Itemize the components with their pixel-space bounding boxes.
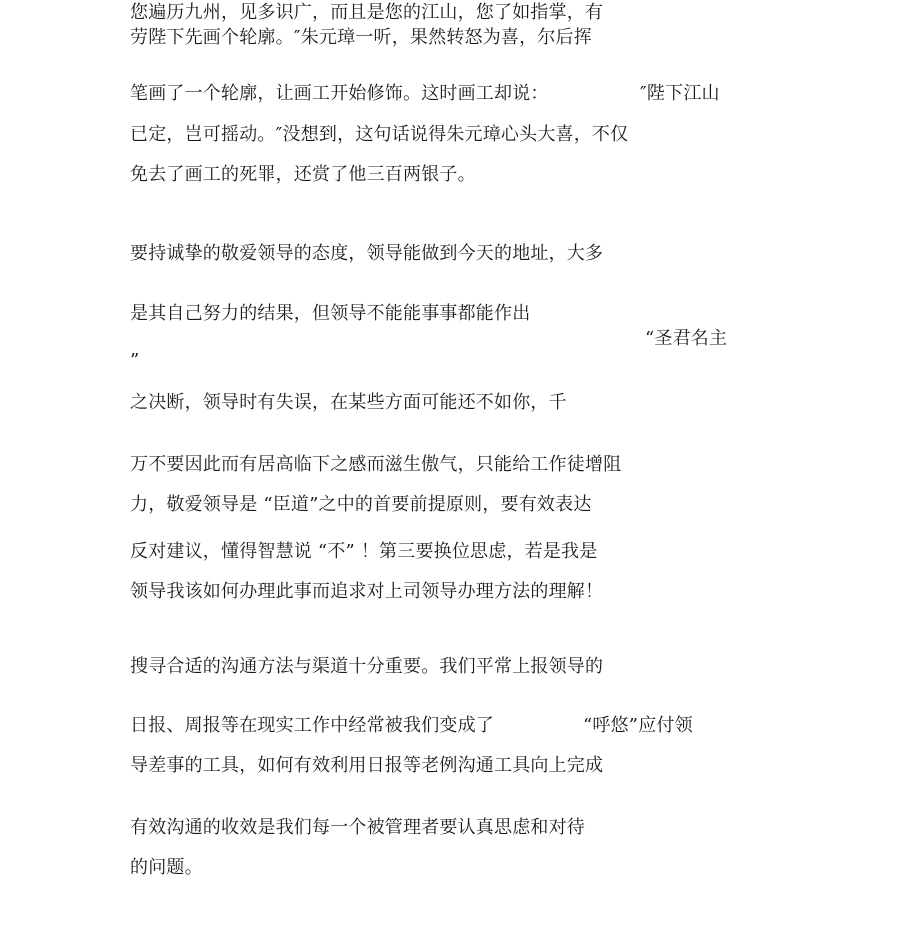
text-line: 有效沟通的收效是我们每一个被管理者要认真思虑和对待 xyxy=(130,817,585,838)
text-line: 搜寻合适的沟通方法与渠道十分重要。我们平常上报领导的 xyxy=(130,656,604,677)
text-line: 要持诚挚的敬爱领导的态度，领导能做到今天的地址，大多 xyxy=(130,243,604,264)
text-line: 是其自己努力的结果，但领导不能能事事都能作出 xyxy=(130,303,531,324)
text-line: 笔画了一个轮廓，让画工开始修饰。这时画工却说： xyxy=(130,83,549,104)
text-line: 万不要因此而有居高临下之感而滋生傲气，只能给工作徒增阻 xyxy=(130,454,622,475)
text-line: 劳陛下先画个轮廓。″朱元璋一听，果然转怒为喜，尔后挥 xyxy=(130,27,592,48)
text-line: ″陛下江山 xyxy=(640,83,720,104)
text-line: 反对建议，懂得智慧说 “不” ！第三要换位思虑，若是我是 xyxy=(130,541,598,562)
text-line: 日报、周报等在现实工作中经常被我们变成了 xyxy=(130,715,494,736)
text-line: 的问题。 xyxy=(130,857,203,878)
text-line: 之决断，领导时有失误，在某些方面可能还不如你，千 xyxy=(130,392,567,413)
text-line: 力，敬爱领导是 “臣道”之中的首要前提原则，要有效表达 xyxy=(130,494,592,515)
text-line: ” xyxy=(130,350,140,371)
text-line: 领导我该如何办理此事而追求对上司领导办理方法的理解！ xyxy=(130,581,604,602)
text-line: “圣君名主 xyxy=(645,328,728,349)
text-line: “呼悠”应付领 xyxy=(583,715,693,736)
text-line: 免去了画工的死罪，还赏了他三百两银子。 xyxy=(130,164,476,185)
text-line: 您遍历九州，见多识广，而且是您的江山，您了如指掌，有 xyxy=(130,2,604,23)
text-line: 导差事的工具，如何有效利用日报等老例沟通工具向上完成 xyxy=(130,755,604,776)
text-line: 已定，岂可摇动。″没想到，这句话说得朱元璋心头大喜，不仅 xyxy=(130,124,629,145)
